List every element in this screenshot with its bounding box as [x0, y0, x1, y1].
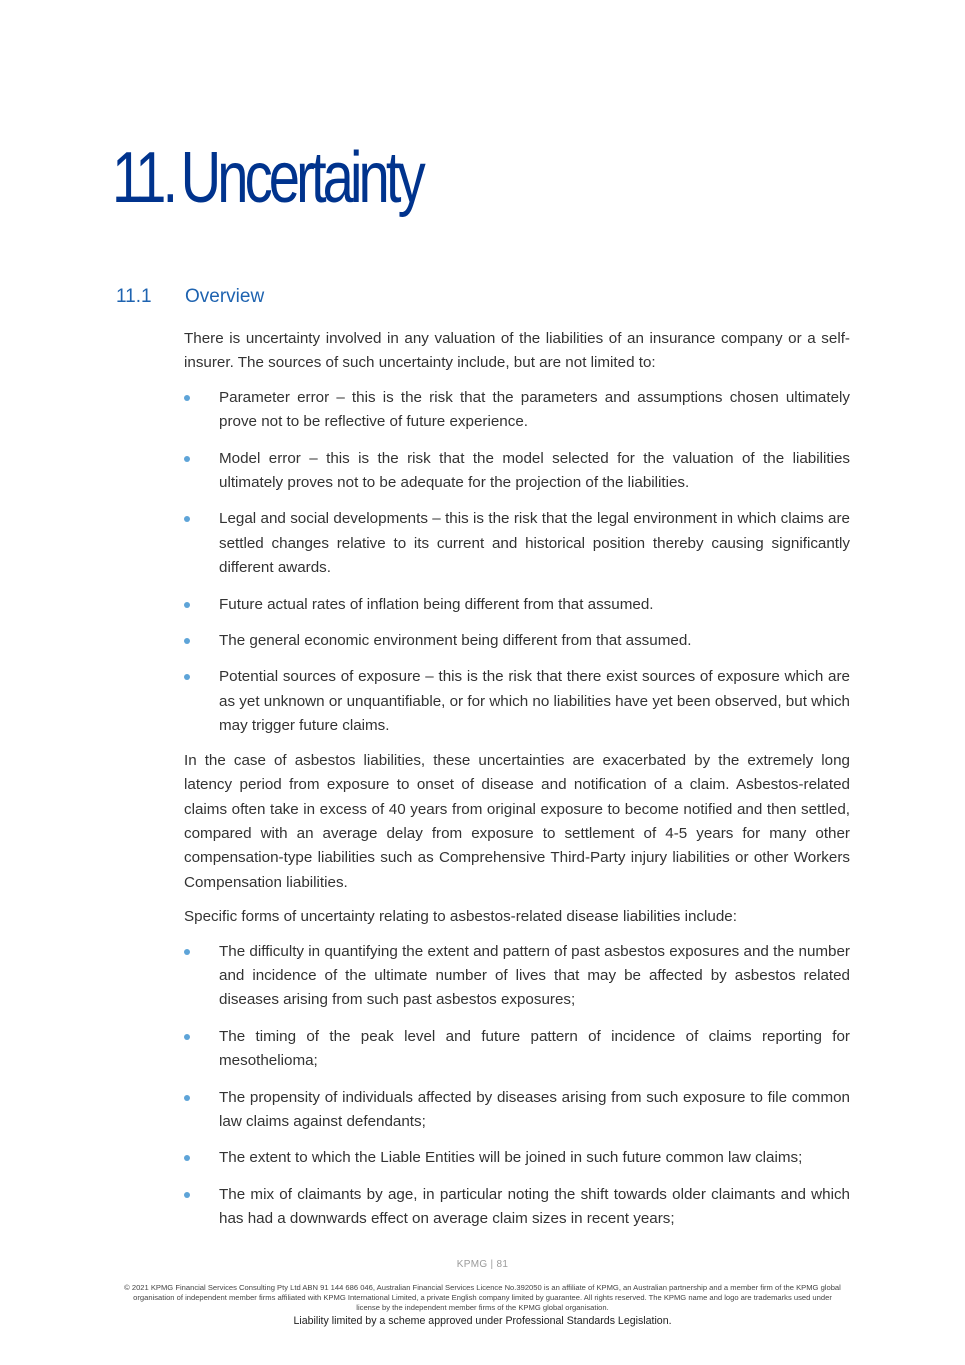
list-item-text: The general economic environment being different from that assumed.: [219, 632, 692, 650]
list-item: [184, 940, 850, 1013]
bullet-icon: [184, 456, 190, 462]
section-number: 11.1: [116, 286, 152, 307]
bullet-icon: [184, 638, 190, 644]
chapter-number: 11.: [112, 138, 175, 218]
chapter-title: Uncertainty: [180, 138, 422, 218]
uncertainty-sources-list: [184, 386, 850, 739]
list-item-text: The difficulty in quantifying the extent and pattern of past asbestos exposures and the number and incidence of the ultimate number of lives that may be affected by asbestos related diseases arising from such past asbestos exposures;: [219, 942, 850, 1009]
bullet-icon: [184, 395, 190, 401]
list-item: [184, 386, 850, 435]
list-item: [184, 665, 850, 738]
page-number: KPMG | 81: [456, 1259, 509, 1270]
asbestos-paragraph: In the case of asbestos liabilities, these uncertainties are exacerbated by the extremely long latency period from exposure to onset of disease and notification of a claim. Asbestos-related claims often take in excess of 40 years from original exposure to become notified and then settled, compared with an average delay from exposure to settlement of 4-5 years for many other compensation-type liabilities such as Comprehensive Third-Party injury liabilities or other Workers Compensation liabilities.: [184, 751, 850, 891]
liability-statement: Liability limited by a scheme approved under Professional Standards Legislation.: [293, 1315, 672, 1327]
list-item: [184, 629, 850, 653]
list-item-text: Legal and social developments – this is the risk that the legal environment in which claims are settled changes relative to its current and historical position thereby causing significantly different awards.: [219, 510, 850, 577]
list-item-text: The mix of claimants by age, in particular noting the shift towards older claimants and which has had a downwards effect on average claim sizes in recent years;: [219, 1185, 850, 1228]
specific-intro-paragraph: Specific forms of uncertainty relating to asbestos-related disease liabilities include:: [184, 908, 737, 926]
body-content: [184, 327, 850, 1244]
chapter-heading: [112, 138, 422, 218]
list-item-text: Future actual rates of inflation being different from that assumed.: [219, 595, 654, 613]
bullet-icon: [184, 602, 190, 608]
bullet-icon: [184, 1034, 190, 1040]
bullet-icon: [184, 516, 190, 522]
list-item: [184, 1146, 850, 1170]
bullet-icon: [184, 1095, 190, 1101]
intro-paragraph: There is uncertainty involved in any valuation of the liabilities of an insurance company or a self-insurer. The sources of such uncertainty include, but are not limited to:: [184, 330, 850, 372]
list-item-text: Parameter error – this is the risk that the parameters and assumptions chosen ultimately prove not to be reflective of future experience.: [219, 388, 850, 431]
section-title: Overview: [185, 286, 265, 307]
list-item: [184, 593, 850, 617]
legal-notice: © 2021 KPMG Financial Services Consulting Pty Ltd ABN 91 144 686 046, Australian Financial Services Licence No.392050 is an affiliate of KPMG, an Australian partnership and a member firm of the KPMG global organisation of independent member firms affiliated with KPMG International Limited, a private English company limited by guarantee. All rights reserved. The KPMG name and logo are trademarks used under license by the independent member firms of the KPMG global organisation.: [124, 1283, 841, 1312]
list-item: [184, 507, 850, 580]
list-item: [184, 1183, 850, 1232]
list-item-text: Potential sources of exposure – this is the risk that there exist sources of exposure which are as yet unknown or unquantifiable, or for which no liabilities have yet been observed, but which may trigger future claims.: [219, 668, 850, 735]
list-item: [184, 1025, 850, 1074]
list-item: [184, 447, 850, 496]
section-heading: [116, 286, 264, 308]
bullet-icon: [184, 1155, 190, 1161]
bullet-icon: [184, 674, 190, 680]
list-item-text: The extent to which the Liable Entities will be joined in such future common law claims;: [219, 1149, 803, 1167]
bullet-icon: [184, 1192, 190, 1198]
list-item-text: The timing of the peak level and future pattern of incidence of claims reporting for mesothelioma;: [219, 1027, 850, 1070]
bullet-icon: [184, 949, 190, 955]
list-item: [184, 1086, 850, 1135]
list-item-text: The propensity of individuals affected by diseases arising from such exposure to file common law claims against defendants;: [219, 1088, 850, 1130]
specific-forms-list: [184, 940, 850, 1232]
list-item-text: Model error – this is the risk that the model selected for the valuation of the liabilities ultimately proves not to be adequate for the projection of the liabilities.: [219, 449, 850, 492]
